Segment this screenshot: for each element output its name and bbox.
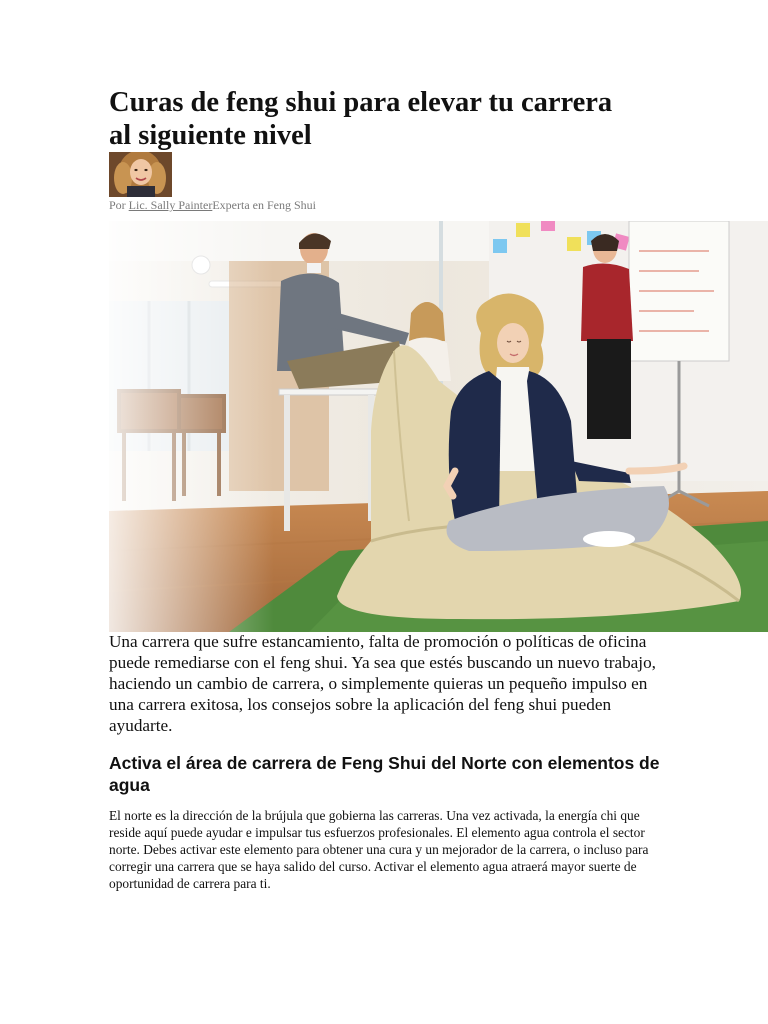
title-line-2: al siguiente nivel bbox=[109, 120, 312, 151]
title-line-1: Curas de feng shui para elevar tu carrera bbox=[109, 87, 613, 118]
author-portrait-image bbox=[109, 152, 172, 197]
office-meditation-illustration bbox=[109, 221, 768, 632]
article-title bbox=[109, 86, 709, 152]
byline-prefix: Por bbox=[109, 198, 129, 212]
author-photo bbox=[109, 152, 172, 197]
author-link[interactable]: Lic. Sally Painter bbox=[128, 198, 213, 212]
intro-paragraph: Una carrera que sufre estancamiento, falta de promoción o políticas de oficina puede remediarse con el feng shui. Ya sea que estés buscando un nuevo trabajo, haciendo un cambio de carrera, o simplemente quieras un pequeño impulso en una carrera exitosa, los consejos sobre la aplicación del feng shui pueden ayudarte. bbox=[109, 632, 656, 735]
byline bbox=[109, 197, 316, 213]
section-paragraph: El norte es la dirección de la brújula que gobierna las carreras. Una vez activada, la energía chi que reside aquí puede ayudar e impulsar tus esfuerzos profesionales. El elemento agua controla el sector norte. Debes activar este elemento para obtener una cura y un mejorador de la carrera, o incluso para corregir una carrera que se haya salido del curso. Activar el elemento agua atraerá mayor suerte de oportunidad de carrera para ti. bbox=[109, 808, 649, 891]
section-heading: Activa el área de carrera de Feng Shui del Norte con elementos de agua bbox=[109, 753, 660, 795]
author-role: Experta en Feng Shui bbox=[212, 198, 316, 212]
hero-image bbox=[109, 221, 768, 632]
